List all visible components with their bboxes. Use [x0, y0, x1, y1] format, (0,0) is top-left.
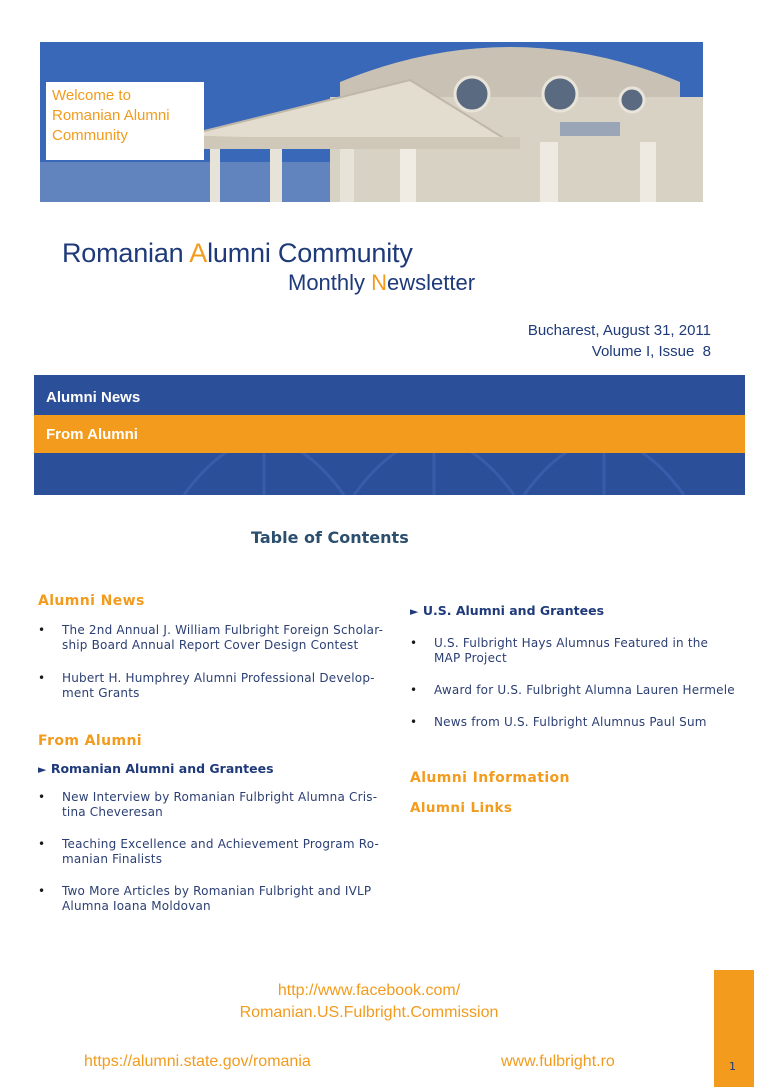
bullet: •	[410, 683, 418, 697]
item-line: New Interview by Romanian Fulbright Alumna Cris-	[62, 790, 378, 804]
facebook-line-1: http://www.facebook.com/	[277, 982, 461, 999]
subheading-text: U.S. Alumni and Grantees	[422, 603, 605, 618]
list-item[interactable]	[410, 636, 750, 666]
toc-left-column	[38, 593, 393, 914]
welcome-line-1: Welcome to	[52, 87, 131, 104]
toc-alumni-links-heading[interactable]: Alumni Links	[410, 800, 513, 816]
bullet: •	[410, 636, 418, 650]
toc-from-alumni-heading[interactable]: From Alumni	[38, 733, 143, 749]
item-line: Alumna Ioana Moldovan	[62, 899, 211, 913]
list-item[interactable]	[38, 790, 393, 820]
title-part: lumni Community	[207, 238, 413, 268]
arrow-icon: ►	[38, 763, 47, 776]
item-line: tina Cheveresan	[62, 805, 163, 819]
welcome-line-3: Community	[52, 127, 128, 144]
item-line: News from U.S. Fulbright Alumnus Paul Sum	[434, 715, 707, 729]
bullet: •	[38, 790, 46, 804]
from-alumni-bar-label: From Alumni	[46, 426, 138, 443]
item-line: Two More Articles by Romanian Fulbright and IVLP	[62, 884, 372, 898]
section-bars	[34, 375, 745, 495]
page-number: 1	[729, 1060, 736, 1073]
place-date: Bucharest, August 31, 2011	[527, 322, 711, 339]
facebook-link[interactable]	[0, 980, 768, 1024]
item-line: Teaching Excellence and Achievement Program Ro-	[62, 837, 380, 851]
list-item[interactable]	[38, 837, 393, 867]
toc-alumni-information-heading[interactable]: Alumni Information	[410, 770, 570, 786]
item-line: Hubert H. Humphrey Alumni Professional Develop-	[62, 671, 375, 685]
item-line: manian Finalists	[62, 852, 163, 866]
item-line: MAP Project	[434, 651, 507, 665]
title-part: Romanian	[62, 238, 190, 268]
item-line: Award for U.S. Fulbright Alumna Lauren Hermele	[434, 683, 735, 697]
welcome-line-2: Romanian Alumni	[52, 107, 170, 124]
newsletter-subtitle	[288, 270, 475, 296]
toc-alumni-news-heading[interactable]: Alumni News	[38, 593, 145, 609]
alumni-news-list	[38, 623, 393, 701]
title-accent: A	[189, 238, 208, 268]
subtitle-part: Monthly	[288, 270, 372, 295]
list-item[interactable]	[38, 671, 393, 701]
us-alumni-subheading[interactable]	[410, 603, 750, 618]
bullet: •	[410, 715, 418, 729]
dateline	[528, 320, 711, 362]
welcome-box	[46, 82, 204, 160]
list-item[interactable]	[410, 715, 750, 730]
bullet: •	[38, 671, 46, 685]
list-item[interactable]	[410, 683, 750, 698]
alumni-state-link[interactable]: https://alumni.state.gov/romania	[84, 1053, 311, 1070]
arrow-icon: ►	[410, 605, 419, 618]
item-line: The 2nd Annual J. William Fulbright Foreign Scholar-	[62, 623, 384, 637]
subtitle-accent: N	[371, 270, 388, 295]
subtitle-part: ewsletter	[387, 270, 476, 295]
alumni-news-bar-label: Alumni News	[46, 389, 141, 406]
item-line: ment Grants	[62, 686, 140, 700]
item-line: ship Board Annual Report Cover Design Contest	[62, 638, 359, 652]
toc-right-column	[410, 603, 750, 816]
from-alumni-bar	[34, 415, 745, 453]
list-item[interactable]	[38, 623, 393, 653]
subheading-text: Romanian Alumni and Grantees	[50, 761, 274, 776]
issue-number: Volume I, Issue 8	[591, 343, 711, 360]
newsletter-title	[62, 238, 413, 269]
us-alumni-list	[410, 636, 750, 730]
fulbright-link[interactable]: www.fulbright.ro	[501, 1053, 615, 1070]
bullet: •	[38, 837, 46, 851]
bullet: •	[38, 884, 46, 898]
list-item[interactable]	[38, 884, 393, 914]
item-line: U.S. Fulbright Hays Alumnus Featured in the	[434, 636, 709, 650]
romanian-alumni-list	[38, 790, 393, 914]
facebook-line-2: Romanian.US.Fulbright.Commission	[239, 1004, 499, 1021]
toc-title: Table of Contents	[251, 528, 409, 547]
bullet: •	[38, 623, 46, 637]
romanian-alumni-subheading[interactable]	[38, 761, 393, 776]
